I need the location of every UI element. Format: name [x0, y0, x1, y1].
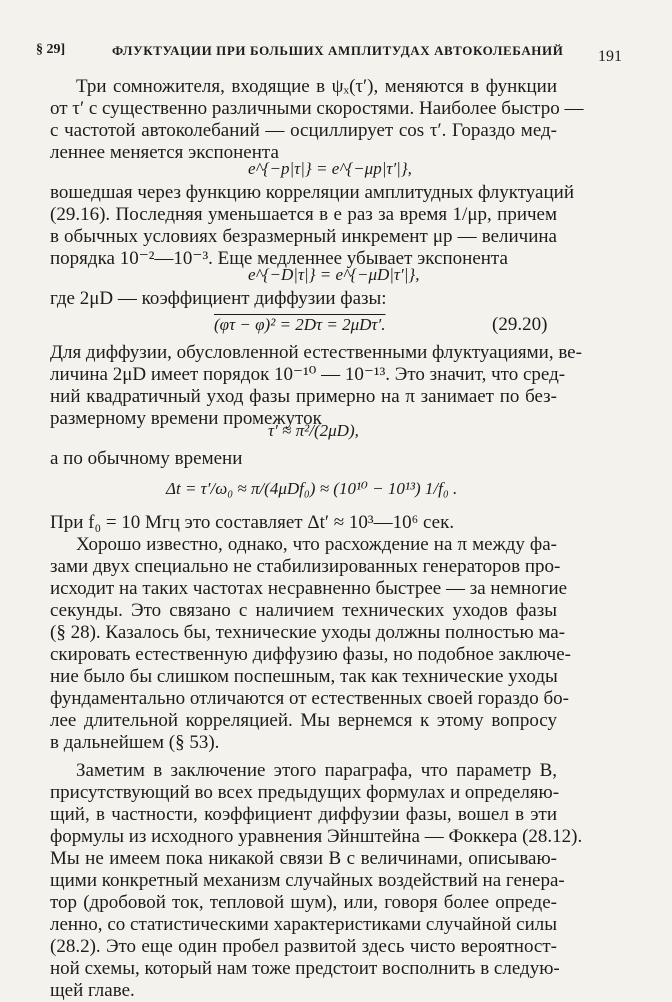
text-line: секунды. Это связано с наличием технических уходов фазы	[50, 600, 557, 621]
text-line: Мы не имеем пока никакой связи B с величинами, описываю-	[50, 848, 557, 869]
text-line: Хорошо известно, однако, что расхождение на π между фа-	[76, 534, 557, 555]
equation-delta-t-text: Δt = τ′/ω₀ ≈ π/(4μDf₀) ≈ (10¹⁰ − 10¹³) 1/f₀ .	[166, 479, 458, 498]
equation-exp-p-text: e^{−p|τ|} = e^{−μp|τ′|},	[248, 159, 412, 178]
text-line: скировать естественную диффузию фазы, но подобное заключе-	[50, 644, 571, 665]
text-line: исходит на таких частотах несравненно быстрее — за немногие	[50, 578, 568, 599]
equation-29-20-text: (φτ − φ)² = 2Dτ = 2μDτ′.	[214, 315, 386, 334]
equation-29-20	[214, 314, 385, 336]
text-line: фундаментально отличаются от естественных своей гораздо бо-	[50, 688, 569, 709]
text-line: щей главе.	[50, 980, 135, 1001]
text-line: ний квадратичный уход фазы примерно на π занимает по без-	[50, 386, 557, 407]
text-line: личина 2μD имеет порядок 10⁻¹⁰ — 10⁻¹³. Это значит, что сред-	[50, 364, 566, 385]
text-line: размерному времени промежуток	[50, 408, 322, 429]
text-line: тор (дробовой ток, тепловой шум), или, говоря более опреде-	[50, 892, 557, 913]
equation-delta-t	[166, 478, 457, 500]
equation-tau-text: τ′ ≈ π²/(2μD),	[268, 421, 359, 440]
text-line: (§ 28). Казалось бы, технические уходы должны полностью ма-	[50, 622, 566, 643]
text-line: щими конкретный механизм случайных воздействий на генера-	[50, 870, 565, 891]
text-line: При f₀ = 10 Мгц это составляет Δt′ ≈ 10³—10⁶ сек.	[50, 512, 455, 533]
header-section: § 29]	[36, 42, 66, 57]
text-line: Три сомножителя, входящие в ψₓ(τ′), меняются в функции	[76, 76, 557, 97]
text-line: щий, в частности, коэффициент диффузии фазы, вошел в эти	[50, 804, 557, 825]
text-line: зами двух специально не стабилизированных генераторов про-	[50, 556, 561, 577]
text-line: формулы из исходного уравнения Эйнштейна — Фоккера (28.12).	[50, 826, 583, 847]
text-line: ной схемы, который нам тоже предстоит восполнить в следую-	[50, 958, 560, 979]
equation-exp-p	[248, 158, 412, 180]
text-line: с частотой автоколебаний — осциллирует cos τ′. Гораздо мед-	[50, 120, 557, 141]
equation-number: (29.20)	[492, 314, 548, 335]
text-line: Для диффузии, обусловленной естественными флуктуациями, ве-	[50, 342, 582, 363]
running-header	[36, 42, 652, 66]
equation-exp-d	[248, 264, 419, 286]
text-line: Заметим в заключение этого параграфа, что параметр B,	[76, 760, 557, 781]
text-line: (28.2). Это еще один пробел развитой здесь чисто вероятност-	[50, 936, 557, 957]
text-line: (29.16). Последняя уменьшается в e раз за время 1/μp, причем	[50, 204, 557, 225]
page-number: 191	[598, 48, 622, 65]
text-line: присутствующий во всех предыдущих формулах и определяю-	[50, 782, 560, 803]
text-line: порядка 10⁻²—10⁻³. Еще медленнее убывает экспонента	[50, 248, 508, 269]
text-line: ленно, со статистическими характеристиками случайной силы	[50, 914, 557, 935]
equation-tau	[268, 420, 359, 442]
header-title: ФЛУКТУАЦИИ ПРИ БОЛЬШИХ АМПЛИТУДАХ АВТОКОЛЕБАНИЙ	[112, 43, 564, 58]
text-line: ние было бы слишком поспешным, так как технические уходы	[50, 666, 558, 687]
text-line: леннее меняется экспонента	[50, 142, 279, 163]
text-line: а по обычному времени	[50, 448, 243, 469]
text-line: лее длительной корреляцией. Мы вернемся к этому вопросу	[50, 710, 557, 731]
text-line: в дальнейшем (§ 53).	[50, 732, 220, 753]
text-line: где 2μD — коэффициент диффузии фазы:	[50, 288, 387, 309]
equation-exp-d-text: e^{−D|τ|} = e^{−μD|τ′|},	[248, 265, 420, 284]
text-line: в обычных условиях безразмерный инкремент μp — величина	[50, 226, 557, 247]
text-line: от τ′ с существенно различными скоростями. Наиболее быстро —	[50, 98, 584, 119]
text-line: вошедшая через функцию корреляции амплитудных флуктуаций	[50, 182, 574, 203]
